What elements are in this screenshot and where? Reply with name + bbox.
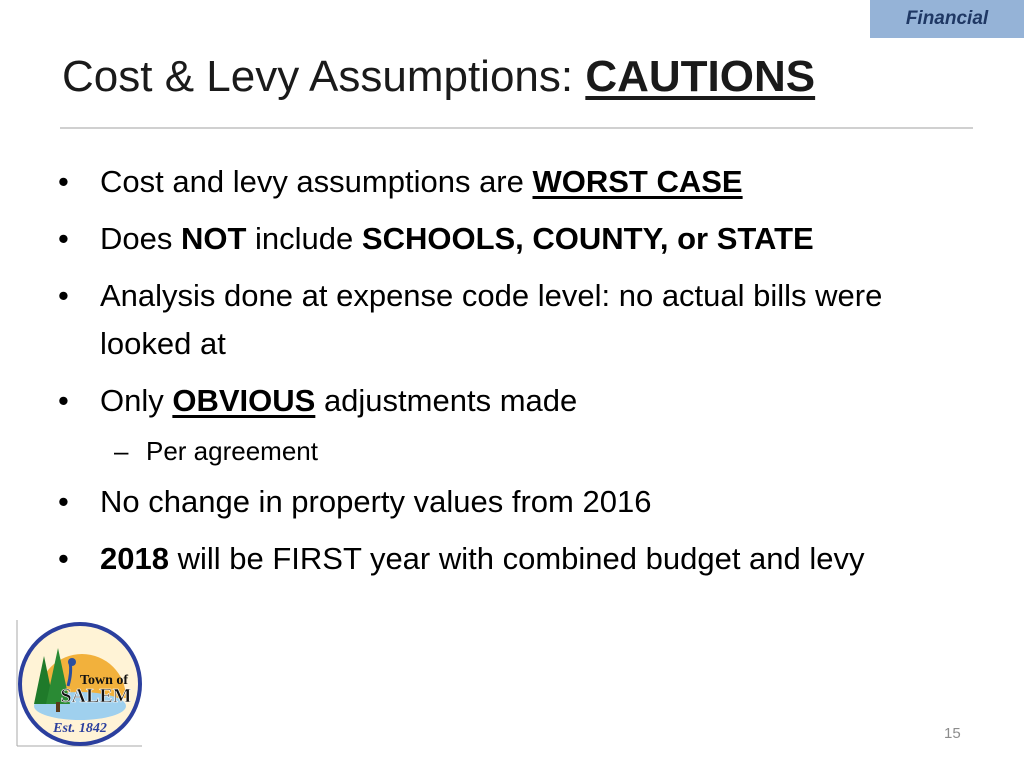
bullet-item-combined-budget bbox=[58, 535, 948, 583]
bullet-text: Does bbox=[100, 221, 181, 256]
page-number: 15 bbox=[944, 725, 961, 742]
title-prefix: Cost & Levy Assumptions: bbox=[62, 52, 586, 101]
bullet-list bbox=[58, 158, 948, 592]
bullet-emphasis: NOT bbox=[180, 221, 247, 256]
bullet-icon: • bbox=[58, 383, 69, 418]
bullet-text: Analysis done at expense code level: no actual bills were looked at bbox=[100, 278, 883, 361]
bullet-text: adjustments made bbox=[315, 383, 578, 418]
sub-bullet-text: Per agreement bbox=[146, 436, 318, 466]
bullet-icon: • bbox=[58, 221, 69, 256]
title-highlight: CAUTIONS bbox=[585, 52, 816, 101]
logo-line1: Town of bbox=[79, 673, 129, 688]
bullet-emphasis: 2018 bbox=[100, 541, 169, 576]
bullet-text: Only bbox=[100, 383, 173, 418]
bullet-text: include bbox=[246, 221, 362, 256]
sub-bullet-item bbox=[58, 432, 948, 470]
bullet-icon: • bbox=[58, 541, 69, 576]
section-tag-label: Financial bbox=[905, 8, 989, 29]
bullet-item-property-values bbox=[58, 478, 948, 526]
dash-icon: – bbox=[114, 436, 129, 466]
bullet-emphasis: OBVIOUS bbox=[172, 383, 316, 418]
logo-est: Est. 1842 bbox=[53, 721, 107, 736]
slide-title bbox=[62, 52, 815, 102]
bullet-icon: • bbox=[58, 484, 69, 519]
bullet-text: No change in property values from 2016 bbox=[100, 484, 652, 519]
bullet-icon: • bbox=[58, 278, 69, 313]
bullet-item-analysis bbox=[58, 272, 948, 368]
bullet-item-exclusions bbox=[58, 215, 948, 263]
bullet-text: will be FIRST year with combined budget and levy bbox=[168, 541, 865, 576]
logo-line2: SALEM bbox=[60, 685, 132, 707]
bullet-emphasis: SCHOOLS, COUNTY, or STATE bbox=[361, 221, 814, 256]
town-of-salem-logo bbox=[16, 620, 142, 748]
bullet-text: Cost and levy assumptions are bbox=[100, 164, 533, 199]
bullet-icon: • bbox=[58, 164, 69, 199]
bullet-emphasis: WORST CASE bbox=[532, 164, 743, 199]
section-tag bbox=[870, 0, 1024, 38]
title-divider bbox=[60, 127, 973, 129]
bullet-item-worst-case bbox=[58, 158, 948, 206]
bullet-item-adjustments bbox=[58, 377, 948, 425]
